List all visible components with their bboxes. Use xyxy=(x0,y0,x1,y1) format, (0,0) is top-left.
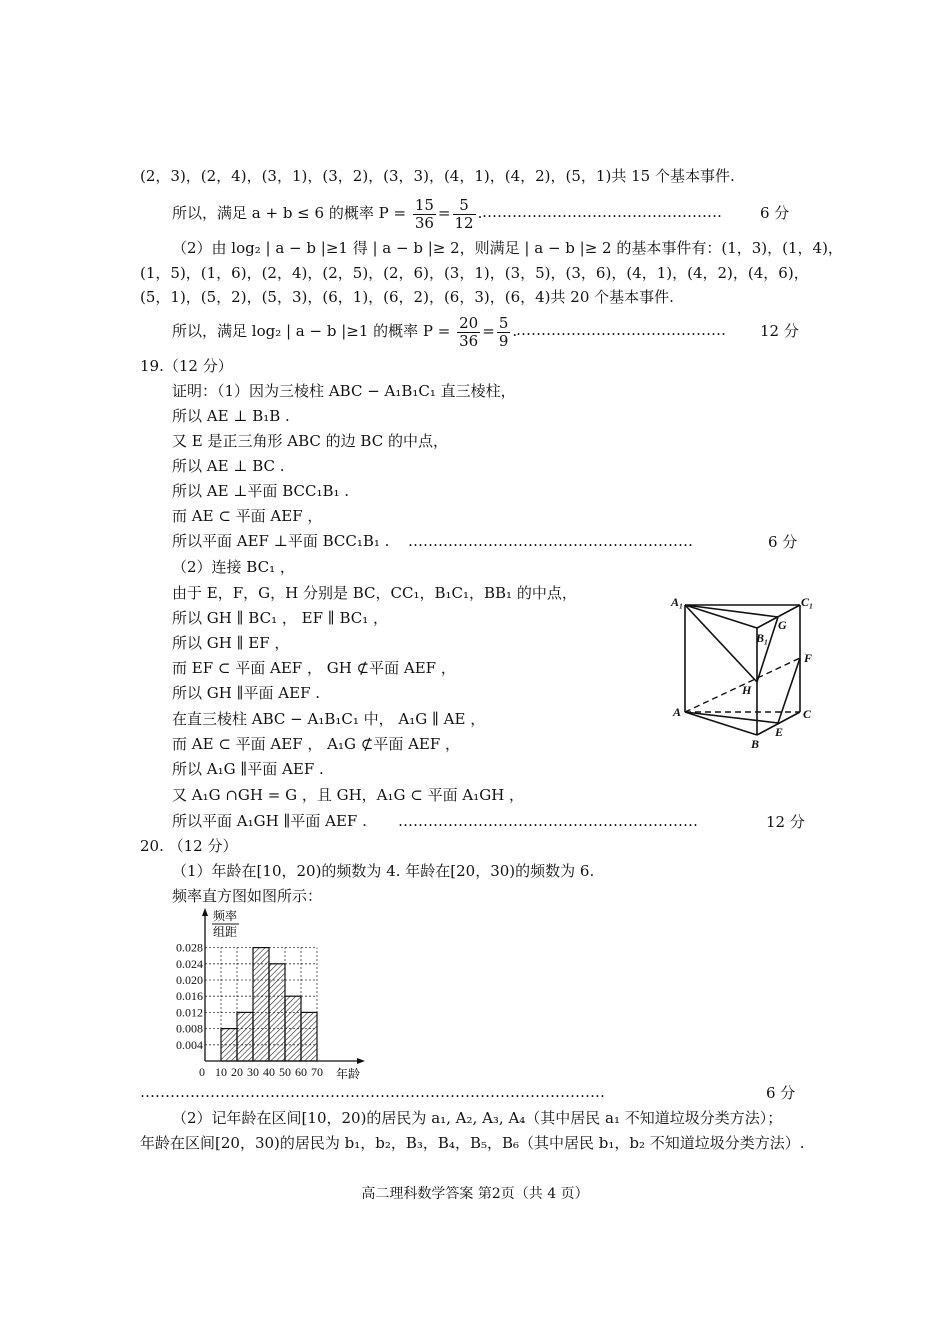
x-tick-label: 40 xyxy=(263,1065,275,1079)
q19-line: 在直三棱柱 ABC − A₁B₁C₁ 中， A₁G ∥ AE ， xyxy=(172,710,486,728)
q20-line3: （2）记年龄在区间[10，20)的居民为 a₁, A₂, A₃, A₄（其中居民 a₁ 不知道垃圾分类方法）； xyxy=(172,1109,783,1127)
q18-probability-line: 所以，满足 a + b ≤ 6 的概率 P = $\frac{15}{36}$ = $\frac{5}{12}$ . xyxy=(172,195,483,232)
y-tick-label: 0.016 xyxy=(176,989,203,1004)
q19-line: 而 EF ⊂ 平面 AEF ， GH ⊄平面 AEF ， xyxy=(172,659,456,677)
y-tick-label: 0.028 xyxy=(176,940,203,955)
denominator: 9 xyxy=(498,331,509,350)
label-f: F xyxy=(804,651,813,665)
q19-line: 所以 AE ⊥平面 BCC₁B₁ . xyxy=(172,482,350,500)
page-footer: 高二理科数学答案 第2页（共 4 页） xyxy=(361,1186,589,1202)
q19-line: 所以 GH ∥ BC₁ ， EF ∥ BC₁ ， xyxy=(172,609,389,627)
score-label: 12 分 xyxy=(760,322,799,340)
numerator: 5 xyxy=(498,313,509,332)
frequency-histogram xyxy=(165,906,380,1084)
q19-header: 19.（12 分） xyxy=(140,357,233,375)
ylabel-bottom: 组距 xyxy=(213,925,238,939)
q19-line: 所以平面 A₁GH ∥平面 AEF . xyxy=(172,812,367,830)
x-tick-label: 20 xyxy=(231,1065,243,1079)
q19-line: 所以 AE ⊥ B₁B . xyxy=(172,407,290,425)
ylabel-top: 频率 xyxy=(213,909,238,923)
y-axis-arrow xyxy=(202,908,208,916)
q19-line: 所以 GH ∥ EF ， xyxy=(172,634,290,652)
x-tick-label: 30 xyxy=(247,1065,259,1079)
y-tick-label: 0.008 xyxy=(176,1021,203,1036)
prism-figure xyxy=(665,590,825,755)
label-a: A xyxy=(673,705,682,719)
fraction-5-12 xyxy=(453,197,476,232)
q20-header: 20. （12 分） xyxy=(140,837,238,855)
edge-ab xyxy=(685,712,757,735)
y-tick-label: 0.004 xyxy=(176,1037,203,1052)
x-axis-arrow xyxy=(357,1058,365,1064)
label-c1: C₁ xyxy=(801,595,814,609)
numerator: 15 xyxy=(414,195,434,214)
q18-line3: （2）由 log₂ | a − b |≥1 得 | a − b |≥ 2，则满足 | a − b |≥ 2 的基本事件有：(1，3)，(1，4)， xyxy=(172,239,843,257)
label-b: B xyxy=(751,737,760,751)
denominator: 36 xyxy=(414,213,434,232)
label-h: H xyxy=(742,683,752,697)
leader-dots: ………………………………………………… xyxy=(408,532,693,550)
label-c: C xyxy=(803,707,812,721)
x-tick-label: 0 xyxy=(199,1065,205,1079)
q19-line: 而 AE ⊂ 平面 AEF ， xyxy=(172,507,323,525)
label-g: G xyxy=(778,618,787,632)
y-tick-label: 0.020 xyxy=(176,973,203,987)
histogram-bar xyxy=(237,1012,253,1061)
y-tick-label: 0.012 xyxy=(176,1005,203,1020)
histogram-bar xyxy=(285,996,301,1061)
denominator: 36 xyxy=(459,331,479,350)
label-e: E xyxy=(775,725,784,739)
q20-line4: 年龄在区间[20，30)的居民为 b₁，b₂，B₃，B₄，B₅，B₆（其中居民 b₁，b₂ 不知道垃圾分类方法）. xyxy=(140,1134,805,1152)
segment-a1g xyxy=(685,605,778,617)
score-label: 12 分 xyxy=(766,813,805,831)
xlabel: 年龄 xyxy=(336,1067,361,1081)
q19-line: 所以 AE ⊥ BC . xyxy=(172,457,285,475)
q19-line: 又 E 是正三角形 ABC 的边 BC 的中点， xyxy=(172,432,448,450)
q18-prob-prefix: 所以，满足 a + b ≤ 6 的概率 P = xyxy=(172,204,407,222)
q18-line4: (1，5)，(1，6)，(2，4)，(2，5)，(2，6)，(3，1)，(3，5)，(3，6)，(4，1)，(4，2)，(4，6)， xyxy=(140,264,809,282)
fraction-15-36 xyxy=(413,197,436,232)
fraction-5-9 xyxy=(497,315,511,350)
q18-line1: (2，3)，(2，4)，(3，1)，(3，2)，(3，3)，(4，1)，(4，2)，(5，1)共 15 个基本事件. xyxy=(140,167,735,185)
q19-line: 所以 GH ∥平面 AEF . xyxy=(172,684,321,702)
q18-probability-line-2: 所以，满足 log₂ | a − b |≥1 的概率 P = $\frac{20}{36}$ = $\frac{5}{9}$ . xyxy=(172,313,518,350)
y-tick-label: 0.024 xyxy=(176,956,203,971)
x-tick-label: 70 xyxy=(311,1065,323,1079)
q19-line: 又 A₁G ∩GH = G ，且 GH，A₁G ⊂ 平面 A₁GH ， xyxy=(172,786,525,804)
q19-line: 证明：（1）因为三棱柱 ABC − A₁B₁C₁ 直三棱柱， xyxy=(172,382,516,400)
q19-line: 所以 A₁G ∥平面 AEF . xyxy=(172,760,324,778)
score-label: 6 分 xyxy=(760,204,790,222)
histogram-bar xyxy=(301,1012,317,1061)
x-tick-label: 50 xyxy=(279,1065,291,1079)
numerator: 5 xyxy=(453,197,476,215)
q19-line: （2）连接 BC₁ ， xyxy=(172,558,295,576)
histogram-bar xyxy=(221,1029,237,1061)
numerator: 20 xyxy=(459,313,479,332)
q20-line1: （1）年龄在[10，20)的频数为 4. 年龄在[20，30)的频数为 6. xyxy=(172,862,595,880)
histogram-bar xyxy=(269,964,285,1061)
score-label: 6 分 xyxy=(766,1084,796,1102)
leader-dots: …………………………………………………… xyxy=(398,812,698,830)
leader-dots: …………………………………… xyxy=(516,321,726,339)
q19-line: 由于 E，F，G，H 分别是 BC，CC₁，B₁C₁，BB₁ 的中点， xyxy=(172,584,577,602)
q19-line: 所以平面 AEF ⊥平面 BCC₁B₁ . xyxy=(172,532,390,550)
q19-line: 而 AE ⊂ 平面 AEF ， A₁G ⊄平面 AEF ， xyxy=(172,735,461,753)
q18-line5: (5，1)，(5，2)，(5，3)，(6，1)，(6，2)，(6，3)，(6，4)共 20 个基本事件. xyxy=(140,288,674,306)
denominator: 12 xyxy=(454,213,474,232)
segment-ae xyxy=(685,712,778,723)
fraction-20-36 xyxy=(457,315,480,350)
leader-dots: ………………………………………… xyxy=(482,203,722,221)
label-b1: B₁ xyxy=(756,631,769,645)
score-label: 6 分 xyxy=(768,533,798,551)
q20-line2: 频率直方图如图所示： xyxy=(172,887,323,905)
x-tick-label: 60 xyxy=(295,1065,307,1079)
q18-prob-prefix-2: 所以，满足 log₂ | a − b |≥1 的概率 P = xyxy=(172,322,451,340)
x-tick-label: 10 xyxy=(215,1065,227,1079)
histogram-bar xyxy=(253,948,269,1061)
leader-dots: ………………………………………………………………………………… xyxy=(140,1083,605,1101)
label-a1: A₁ xyxy=(671,595,684,609)
